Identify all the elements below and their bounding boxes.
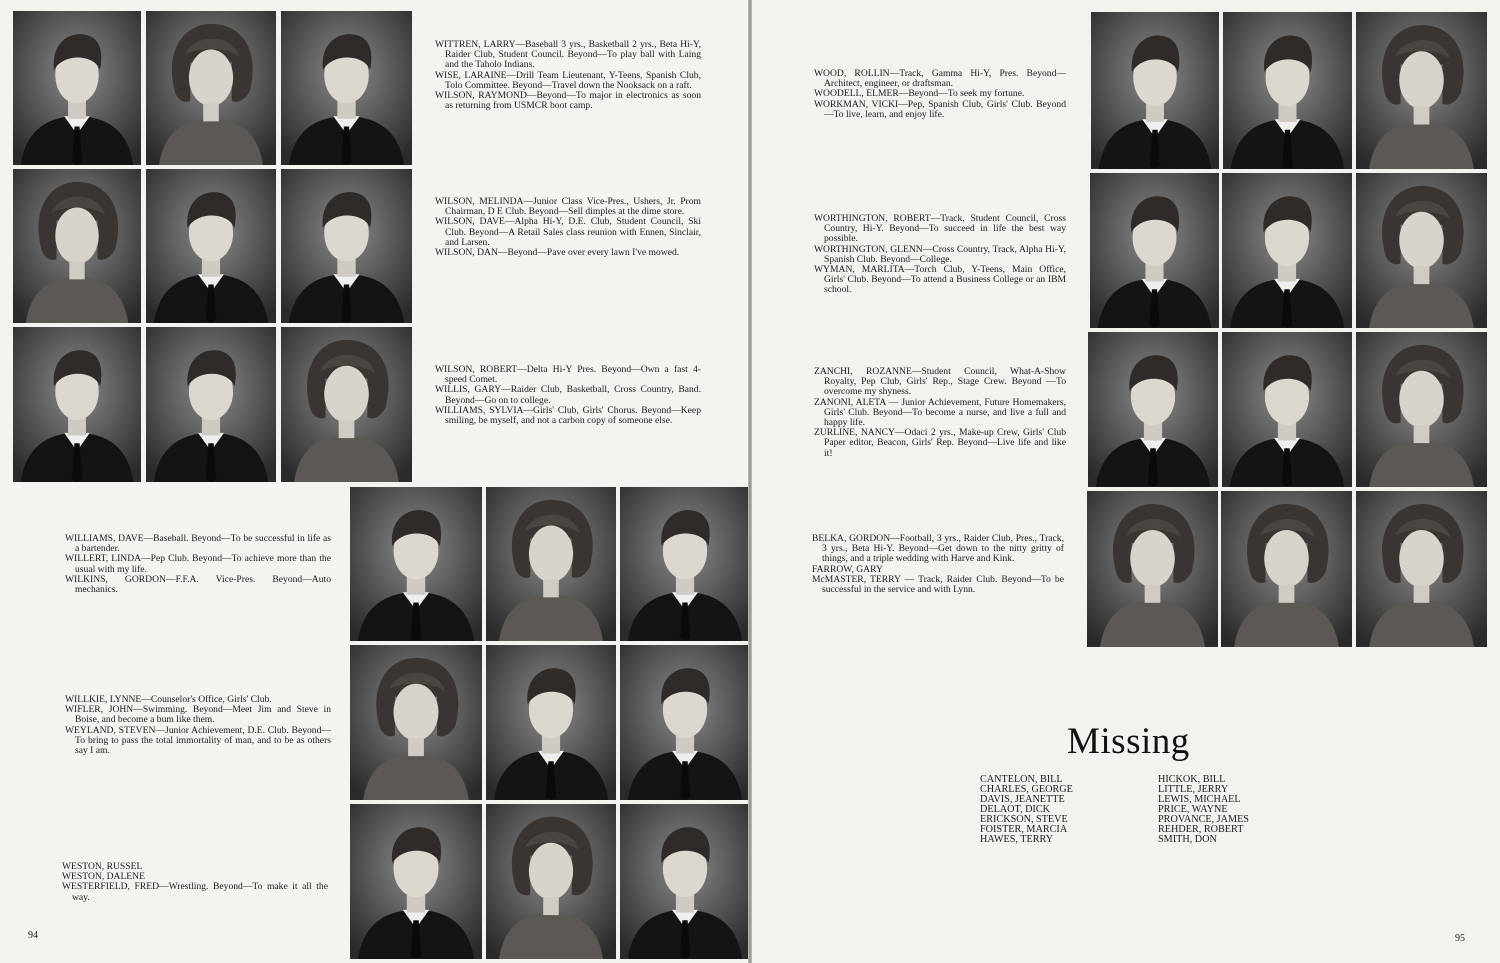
student-entry: WITTREN, LARRY—Baseball 3 yrs., Basketball 2 yrs., Beta Hi-Y, Raider Club, Student Council. Beyond—To play ball with Laing and the Taholo Indians. xyxy=(435,39,701,71)
student-entry: WORKMAN, VICKI—Pep, Spanish Club, Girls' Club. Beyond—To live, learn, and enjoy life. xyxy=(814,98,1066,120)
page-number: 95 xyxy=(1455,933,1465,944)
portrait-photo xyxy=(146,327,276,482)
caption-block xyxy=(65,534,331,595)
caption-block xyxy=(814,367,1066,459)
missing-list-col1 xyxy=(980,775,1073,845)
caption-block xyxy=(814,214,1066,296)
portrait-photo xyxy=(13,11,141,165)
student-entry: ZANCHI, ROZANNE—Student Council, What-A-Show Royalty, Pep Club, Girls' Rep., Stage Crew. Beyond —To overcome my shyness. xyxy=(814,366,1066,398)
portrait-photo xyxy=(1356,173,1487,328)
portrait-photo xyxy=(146,11,276,165)
student-entry: WESTERFIELD, FRED—Wrestling. Beyond—To make it all the way. xyxy=(62,881,328,903)
missing-name: DELAOT, DICK xyxy=(980,804,1050,815)
missing-heading: Missing xyxy=(1067,721,1190,762)
portrait-photo xyxy=(486,645,616,800)
portrait-photo xyxy=(281,327,412,482)
student-entry: WEYLAND, STEVEN—Junior Achievement, D.E. Club. Beyond—To bring to pass the total immortality of man, and to be as others say I am. xyxy=(65,724,331,757)
caption-block xyxy=(435,365,701,426)
portrait-photo xyxy=(1222,332,1352,487)
student-entry: McMASTER, TERRY — Track, Raider Club. Beyond—To be successful in the service and with Lynn. xyxy=(812,573,1064,596)
student-entry: WESTON, DALENE xyxy=(62,871,145,883)
caption-block xyxy=(435,40,701,111)
student-entry: WILLIAMS, DAVE—Baseball. Beyond—To be successful in life as a bartender. xyxy=(65,533,331,555)
portrait-photo xyxy=(350,804,482,959)
student-entry: WISE, LARAINE—Drill Team Lieutenant, Y-Teens, Spanish Club, Tolo Committee. Beyond—Travel down the Nooksack on a raft. xyxy=(435,69,701,91)
student-entry: WESTON, RUSSEL xyxy=(62,861,143,872)
portrait-photo xyxy=(1356,491,1487,647)
student-entry: WORTHINGTON, ROBERT—Track, Student Council, Cross Country, Hi-Y. Beyond—To succeed in life the best way possible. xyxy=(814,213,1066,245)
portrait-photo xyxy=(486,804,616,959)
student-entry: BELKA, GORDON—Football, 3 yrs., Raider Club, Pres., Track, 3 yrs., Beta Hi-Y. Beyond—Get down to the nitty gritty of things, and a triple wedding with Harve and Kink. xyxy=(812,533,1064,565)
portrait-photo xyxy=(1088,332,1218,487)
student-entry: WYMAN, MARLITA—Torch Club, Y-Teens, Main Office, Girls' Club. Beyond—To attend a Business College or an IBM school. xyxy=(814,264,1066,296)
student-entry: WILLERT, LINDA—Pep Club. Beyond—To achieve more than the usual with my life. xyxy=(65,553,331,575)
student-entry: WILSON, MELINDA—Junior Class Vice-Pres., Ushers, Jr. Prom Chairman, D E Club. Beyond—Sell dimples at the dime store. xyxy=(435,196,701,218)
student-entry: WILKINS, GORDON—F.F.A. Vice-Pres. Beyond—Auto mechanics. xyxy=(65,573,331,596)
student-entry: WILSON, ROBERT—Delta Hi-Y Pres. Beyond—Own a fast 4-speed Comet. xyxy=(435,364,701,386)
student-entry: WOOD, ROLLIN—Track, Gamma Hi-Y, Pres. Beyond—Architect, engineer, or draftsman. xyxy=(814,68,1066,90)
portrait-photo xyxy=(350,487,482,641)
portrait-photo xyxy=(486,487,616,641)
student-entry: WILLIAMS, SYLVIA—Girls' Club, Girls' Chorus. Beyond—Keep smiling, be myself, and not a carbon copy of someone else. xyxy=(435,404,701,427)
missing-name: HAWES, TERRY xyxy=(980,834,1054,845)
missing-name: LITTLE, JERRY xyxy=(1158,784,1229,795)
portrait-photo xyxy=(281,169,412,323)
caption-block xyxy=(65,695,331,756)
portrait-photo xyxy=(1223,12,1352,169)
portrait-photo xyxy=(13,169,141,323)
portrait-photo xyxy=(13,327,141,482)
caption-block xyxy=(812,534,1064,595)
missing-name: SMITH, DON xyxy=(1158,834,1217,845)
portrait-photo xyxy=(1091,12,1219,169)
student-entry: WIFLER, JOHN—Swimming. Beyond—Meet Jim and Steve in Boise, and become a bum like them. xyxy=(65,704,331,726)
caption-block xyxy=(814,69,1066,120)
student-entry: WILSON, RAYMOND—Beyond—To major in electronics as soon as returning from USMCR boot camp. xyxy=(435,90,701,112)
missing-name: HICKOK, BILL xyxy=(1158,774,1226,785)
student-entry: ZANONI, ALETA — Junior Achievement, Future Homemakers, Girls' Club. Beyond—To become a nurse, and live a full and happy life. xyxy=(814,396,1066,429)
student-entry: WILLKIE, LYNNE—Counselor's Office, Girls' Club. xyxy=(65,694,272,705)
portrait-photo xyxy=(620,804,748,959)
portrait-photo xyxy=(146,169,276,323)
portrait-photo xyxy=(1087,491,1218,647)
left-page xyxy=(0,0,748,963)
missing-name: REHDER, ROBERT xyxy=(1158,824,1244,835)
missing-name: LEWIS, MICHAEL xyxy=(1158,794,1241,805)
portrait-photo xyxy=(1222,173,1352,328)
student-entry: WORTHINGTON, GLENN—Cross Country, Track, Alpha Hi-Y, Spanish Club. Beyond—College. xyxy=(814,243,1066,265)
portrait-photo xyxy=(350,645,482,800)
missing-name: CANTELON, BILL xyxy=(980,774,1063,785)
missing-name: DAVIS, JEANETTE xyxy=(980,794,1065,805)
portrait-photo xyxy=(281,11,412,165)
missing-name: PRICE, WAYNE xyxy=(1158,804,1228,815)
student-entry: FARROW, GARY xyxy=(812,563,883,575)
missing-name: PROVANCE, JAMES xyxy=(1158,814,1249,825)
student-entry: WILSON, DAN—Beyond—Pave over every lawn I've mowed. xyxy=(435,247,680,259)
portrait-photo xyxy=(1356,332,1487,487)
missing-name: CHARLES, GEORGE xyxy=(980,784,1073,795)
portrait-photo xyxy=(1090,173,1219,328)
portrait-photo xyxy=(620,487,748,641)
missing-name: ERICKSON, STEVE xyxy=(980,814,1068,825)
caption-block xyxy=(435,197,701,258)
missing-name: FOISTER, MARCIA xyxy=(980,824,1068,835)
right-page xyxy=(752,0,1500,963)
student-entry: WILLIS, GARY—Raider Club, Basketball, Cross Country, Band. Beyond—Go on to college. xyxy=(435,384,701,406)
portrait-photo xyxy=(1221,491,1352,647)
student-entry: WOODELL, ELMER—Beyond—To seek my fortune. xyxy=(814,88,1025,100)
caption-block xyxy=(62,862,328,903)
missing-list-col2 xyxy=(1158,775,1249,845)
student-entry: WILSON, DAVE—Alpha Hi-Y, D.E. Club, Student Council, Ski Club. Beyond—A Retail Sales class reunion with Ennen, Sinclair, and Larsen. xyxy=(435,216,701,248)
portrait-photo xyxy=(620,645,748,800)
portrait-photo xyxy=(1356,12,1487,169)
page-number: 94 xyxy=(28,930,38,941)
student-entry: ZURLINE, NANCY—Odaci 2 yrs., Make-up Crew, Girls' Club Paper editor, Beacon, Girls' Rep. Beyond—Live life and like it! xyxy=(814,427,1066,459)
